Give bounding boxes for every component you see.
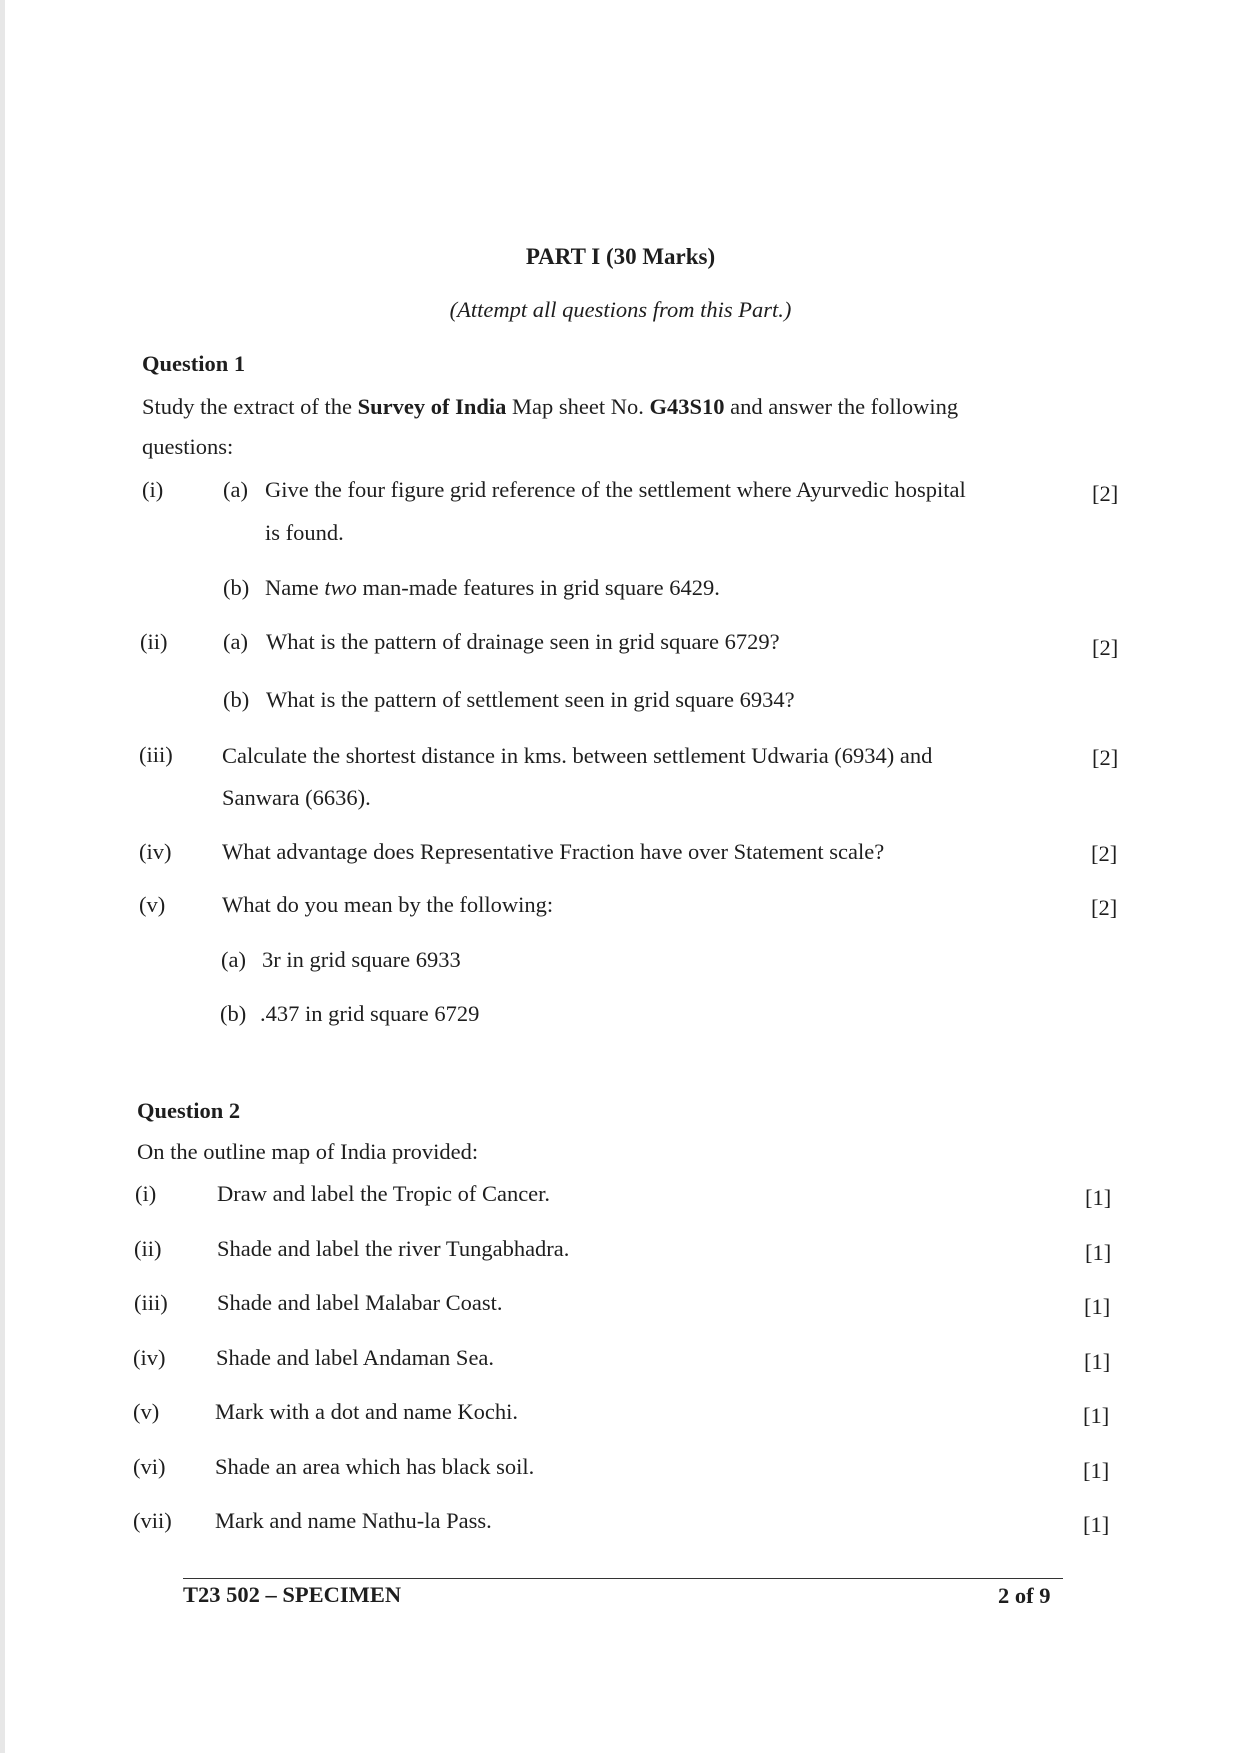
q2-item-number: (vii)	[133, 1508, 172, 1533]
q1-item-number: (i)	[142, 477, 164, 502]
q2-item-text: Shade an area which has black soil.	[215, 1454, 535, 1479]
q1-sub-label: (a)	[221, 947, 246, 972]
q1-iv-text: What advantage does Representative Fraction have over Statement scale?	[222, 839, 885, 864]
q1-iii-text: Calculate the shortest distance in kms. between settlement Udwaria (6934) and	[222, 743, 933, 768]
q1-v-marks: [2]	[1091, 895, 1118, 920]
q2-item-text: Draw and label the Tropic of Cancer.	[217, 1181, 551, 1206]
q2-item-marks: [1]	[1084, 1349, 1111, 1374]
q2-item-text: Mark and name Nathu-la Pass.	[215, 1508, 492, 1533]
q2-item-marks: [1]	[1083, 1512, 1110, 1537]
q2-item-number: (iii)	[134, 1290, 168, 1315]
q2-item-number: (i)	[135, 1181, 157, 1206]
q1-item-number: (iii)	[139, 742, 173, 767]
part-instruction: (Attempt all questions from this Part.)	[449, 297, 792, 322]
question-2-heading: Question 2	[137, 1098, 241, 1123]
q2-item-number: (ii)	[134, 1236, 162, 1261]
q1-ii-a-text: What is the pattern of drainage seen in grid square 6729?	[266, 629, 780, 654]
q2-item-text: Shade and label Andaman Sea.	[216, 1345, 495, 1370]
footer-divider	[183, 1578, 1063, 1579]
question-2-intro: On the outline map of India provided:	[137, 1139, 479, 1164]
intro-map-sheet-number: G43S10	[649, 394, 725, 419]
item-emphasis: two	[324, 575, 357, 600]
footer-paper-code: T23 502 – SPECIMEN	[183, 1582, 402, 1607]
question-1-intro-line2: questions:	[142, 434, 234, 459]
q1-i-b-text	[265, 574, 720, 602]
q1-iv-marks: [2]	[1091, 841, 1118, 866]
intro-text: and answer the following	[724, 394, 959, 419]
q1-v-text: What do you mean by the following:	[222, 892, 554, 917]
q1-v-b-text: .437 in grid square 6729	[260, 1001, 480, 1026]
q1-item-number: (ii)	[140, 629, 168, 654]
q1-iii-marks: [2]	[1092, 745, 1119, 770]
q1-sub-label: (a)	[223, 477, 248, 502]
q2-item-text: Mark with a dot and name Kochi.	[215, 1399, 519, 1424]
q2-item-text: Shade and label the river Tungabhadra.	[217, 1236, 570, 1261]
q1-v-a-text: 3r in grid square 6933	[262, 947, 461, 972]
q1-i-marks: [2]	[1092, 481, 1119, 506]
q1-i-a-continuation: is found.	[265, 520, 344, 545]
q2-item-number: (vi)	[133, 1454, 166, 1479]
q2-item-number: (v)	[133, 1399, 160, 1424]
q2-item-number: (iv)	[133, 1345, 166, 1370]
q2-item-text: Shade and label Malabar Coast.	[217, 1290, 503, 1315]
q1-ii-b-text: What is the pattern of settlement seen in grid square 6934?	[266, 687, 795, 712]
question-1-intro	[142, 393, 958, 421]
question-1-heading: Question 1	[142, 351, 246, 376]
q1-sub-label: (b)	[223, 687, 250, 712]
q1-iii-continuation: Sanwara (6636).	[222, 785, 371, 810]
q2-item-marks: [1]	[1085, 1240, 1112, 1265]
q2-item-marks: [1]	[1083, 1403, 1110, 1428]
footer-page-number: 2 of 9	[998, 1583, 1051, 1608]
intro-survey-of-india: Survey of India	[357, 394, 507, 419]
q2-item-marks: [1]	[1084, 1294, 1111, 1319]
intro-text: Map sheet No.	[506, 394, 650, 419]
item-text: man-made features in grid square 6429.	[356, 575, 720, 600]
q1-item-number: (v)	[139, 892, 166, 917]
q2-item-marks: [1]	[1085, 1185, 1112, 1210]
item-text: Name	[265, 575, 325, 600]
q2-item-marks: [1]	[1083, 1458, 1110, 1483]
q1-sub-label: (b)	[223, 575, 250, 600]
intro-text: Study the extract of the	[142, 394, 358, 419]
q1-ii-marks: [2]	[1092, 635, 1119, 660]
q1-sub-label: (b)	[220, 1001, 247, 1026]
q1-i-a-text: Give the four figure grid reference of the settlement where Ayurvedic hospital	[265, 477, 966, 502]
q1-item-number: (iv)	[139, 839, 172, 864]
part-title: PART I (30 Marks)	[525, 244, 716, 269]
q1-sub-label: (a)	[223, 629, 248, 654]
